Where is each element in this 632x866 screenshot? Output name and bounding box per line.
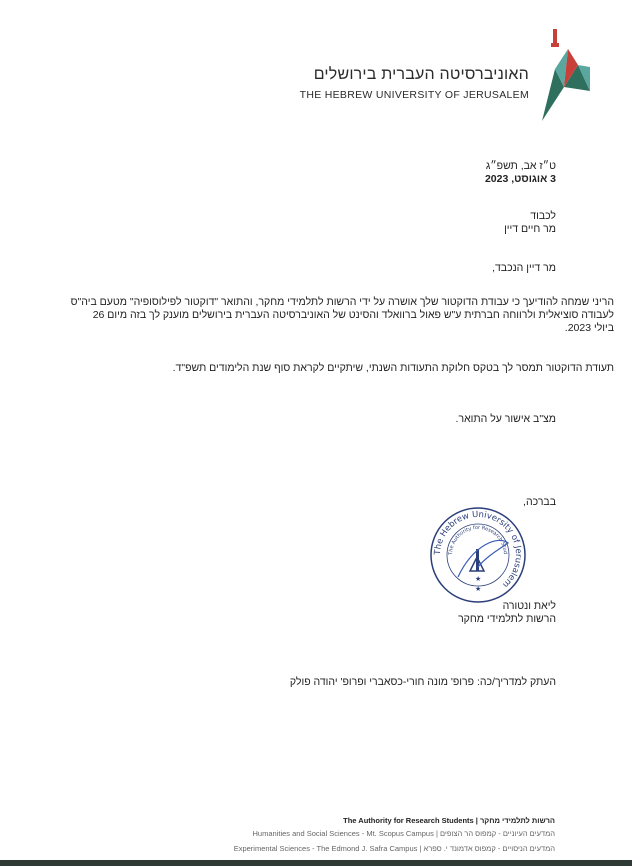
footer-campus-scopus: המדעים העיוניים - קמפוס הר הצופים | Humanities and Social Sciences - Mt. Scopus Campus — [252, 829, 555, 838]
greeting: מר דיין הנכבד, — [492, 262, 556, 274]
university-logo-icon — [538, 29, 592, 121]
date-hebrew: ט״ז אב, תשפ״ג — [485, 160, 556, 172]
bottom-bar — [0, 860, 632, 866]
official-stamp-icon — [428, 505, 528, 605]
signer-title: הרשות לתלמידי מחקר — [458, 613, 556, 625]
svg-text:★: ★ — [475, 576, 482, 583]
footer-campus-safra: המדעים הניסויים - קמפוס אדמונד י. ספרא | Experimental Sciences - The Edmond J. Safra Campus — [233, 844, 555, 853]
recipient-name: מר חיים דיין — [504, 223, 556, 235]
attachment-note: מצ"ב אישור על התואר. — [455, 413, 556, 425]
date-gregorian: 3 אוגוסט, 2023 — [484, 173, 556, 185]
closing: בברכה, — [523, 496, 556, 508]
footer-authority: הרשות לתלמידי מחקר | The Authority for Research Students — [343, 816, 555, 825]
stamp-ring-text: The Hebrew University of Jerusalem — [432, 509, 524, 590]
cc-line: העתק למדריך/כה: פרופ' מונה חורי-כסאברי ופרופ' יהודה פולק — [289, 676, 556, 688]
body-paragraph-1: הריני שמחה להודיעך כי עבודת הדוקטור שלך אושרה על ידי הרשות לתלמידי מחקר, והתואר "דוקטור לפילוסופיה" מטעם ביה"ס לעבודה סוציאלית ולרווחה חברתית ע"ש פאול ברוואלד והסינט של האוניברסיטה העברית בירושלים מוענק לך בזה מיום 26 ביולי 2023. — [70, 296, 614, 334]
recipient-label: לכבוד — [530, 210, 556, 222]
university-name-english: THE HEBREW UNIVERSITY OF JERUSALEM — [299, 89, 529, 101]
stamp-inner-text: The Authority for Research Stud — [447, 524, 509, 556]
university-name-hebrew: האוניברסיטה העברית בירושלים — [313, 66, 529, 83]
body-paragraph-2: תעודת הדוקטור תמסר לך בטקס חלוקת התעודות השנתי, שיתקיים לקראת סוף שנת הלימודים תשפ"ד. — [172, 362, 614, 374]
svg-text:★: ★ — [475, 586, 482, 593]
signer-name: ליאת ונטורה — [502, 600, 556, 612]
